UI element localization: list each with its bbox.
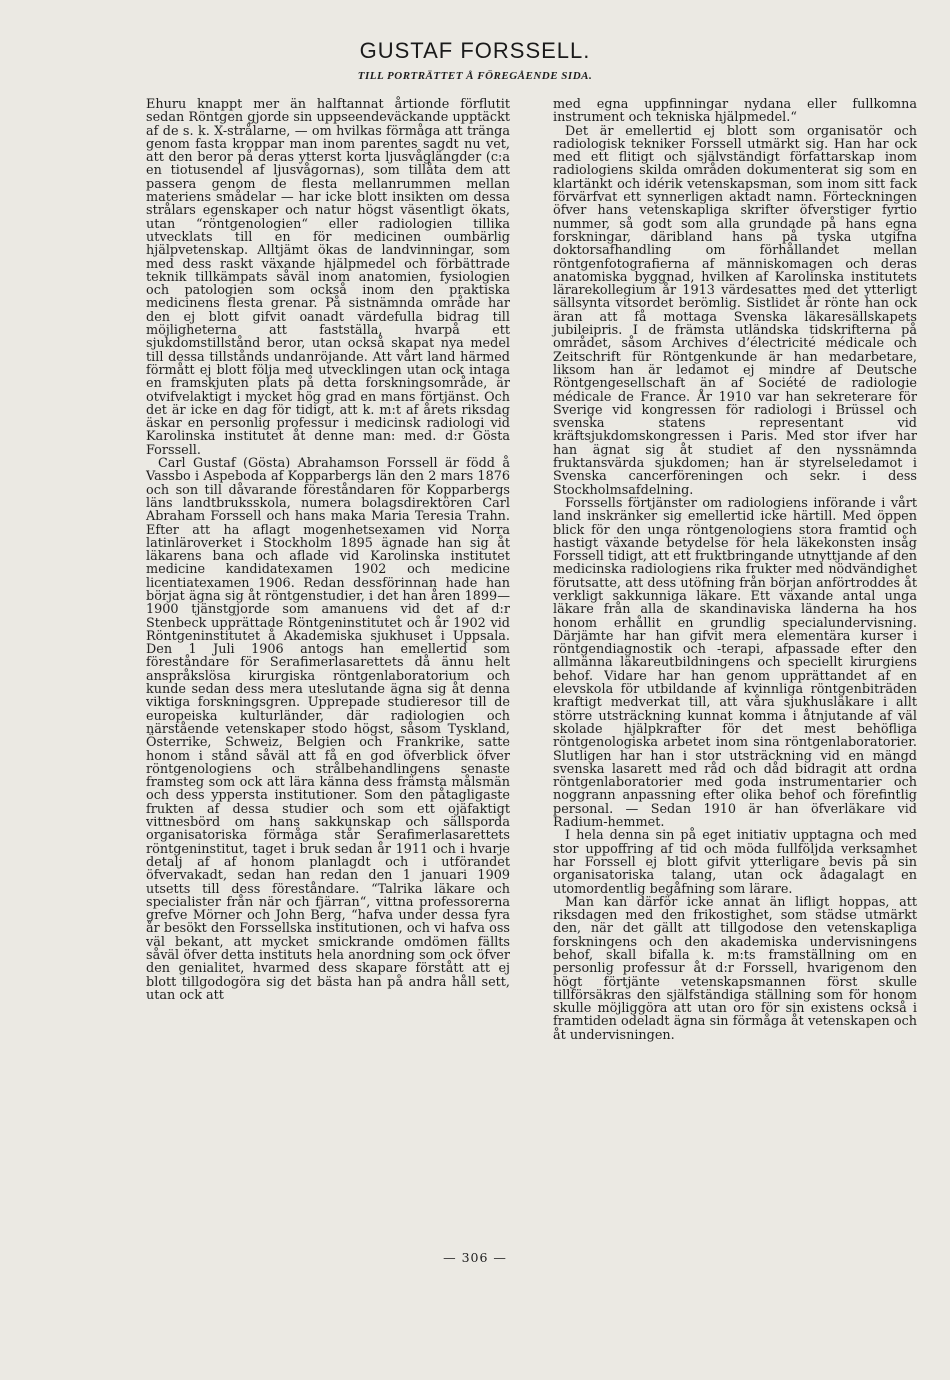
paragraph: Man kan därför icke annat än lifligt hoppas, att riksdagen med den frikostighet, som städse utmärkt den, när det gällt att tillgodose den vetenskapliga forskningens och den akademiska undervisningens behof, skall bifalla k. m:ts framställning om en personlig professur åt d:r Forssell, hvarigenom den högt förtjänte vetenskapsmannen först skulle tillförsäkras den själfständiga ställning som för honom skulle möjliggöra att utan oro för sin existens också i framtiden odeladt ägna sin förmåga åt vetenskapen och åt undervisningen. — [553, 894, 917, 1043]
paragraph: I hela denna sin på eget initiativ upptagna och med stor uppoffring af tid och möda fullföljda verksamhet har Forssell ej blott gifvit ytterligare bevis på sin organisatoriska talang, utan ock ådagalagt en utomordentlig begåfning som lärare. — [553, 828, 917, 897]
paragraph: Carl Gustaf (Gösta) Abrahamson Forssell är född å Vassbo i Aspeboda af Kopparbergs län den 2 mars 1876 och son till dåvarande föreståndaren för Kopparbergs läns landtbruksskola, numera bolagsdirektören Carl Abraham Forssell och hans maka Maria Teresia Trahn. Efter att ha aflagt mogenhetsexamen vid Norra latinläroverket i Stockholm 1895 ägnade han sig åt läkarens bana och aflade vid Karolinska institutet medicine kandidatexamen 1902 och medicine licentiatexamen 1906. Redan dessförinnan hade han börjat ägna sig åt röntgenstudier, i det han åren 1899—1900 tjänstgjorde som amanuens vid det af d:r Stenbeck upprättade Röntgeninstitutet och år 1902 vid Röntgeninstitutet å Akademiska sjukhuset i Uppsala. Den 1 Juli 1906 antogs han emellertid som föreståndare för Serafimerlasarettets då ännu helt anspråkslösa kirurgiska röntgenlaboratorium och kunde sedan dess mera uteslutande ägna sig åt denna viktiga forskningsgren. Upprepade studieresor till de europeiska kulturländer, där radiologien och närstående vetenskaper stodo högst, såsom Tyskland, Österrike, Schweiz, Belgien och Frankrike, satte honom i stånd såväl att få en god öfverblick öfver röntgenologiens och strålbehandlingens senaste framsteg som ock att lära känna dess främsta målsmän och dess yppersta institutioner. Som den påtagligaste frukten af dessa studier och som ett ojäfaktigt vittnesbörd om hans sakkunskap och sällsporda organisatoriska förmåga står Serafimerlasarettets röntgeninstitut, taget i bruk sedan år 1911 och i hvarje detalj af af honom planlagdt och i utförandet öfvervakadt, sedan han redan den 1 januari 1909 utsetts till dess föreståndare. “Talrika läkare och specialister från när och fjärran“, vittna professorerna grefve Mörner och John Berg, “hafva under dessa fyra år besökt den Forssellska institutionen, och vi hafva oss väl bekant, att mycket smickrande omdömen fällts såväl öfver detta instituts hela anordning som ock öfver den genialitet, hvarmed dess skapare förstått att ej blott tillgodogöra sig det bästa han på andra håll sett, utan ock att — [146, 456, 510, 1003]
article-title: GUSTAF FORSSELL. — [359, 38, 591, 63]
article-subtitle: TILL PORTRÄTTET Å FÖREGÅENDE SIDA. — [357, 70, 593, 82]
paragraph: Det är emellertid ej blott som organisatör och radiologisk tekniker Forssell utmärkt sig. Han har ock med ett flitigt och självständigt författarskap inom radiologiens skilda områden dokumenterat sig som en klartänkt och idérik vetenskapsman, som inom sitt fack förvärfvat ett synnerligen aktadt namn. Förteckningen öfver hans vetenskapliga skrifter öfverstiger fyrtio nummer, så godt som alla grundade på hans egna forskningar, däribland hans på tyska utgifna doktorsafhandling om förhållandet mellan röntgenfotografierna af människomagen och deras anatomiska byggnad, hvilken af Karolinska institutets lärarekollegium år 1913 värdesattes med det ytterligt sällsynta vitsordet berömlig. Sistlidet år rönte han ock äran att få mottaga Svenska läkaresällskapets jubileipris. I de främsta utländska tidskrifterna på området, såsom Archives d’électricité médicale och Zeitschrift für Röntgenkunde är han medarbetare, liksom han är ledamot ej mindre af Deutsche Röntgengesellschaft än af Société de radiologie médicale de France. År 1910 var han sekreterare för Sverige vid kongressen för radiologi i Brüssel och svenska statens representant vid kräftsjukdomskongressen i Paris. Med stor ifver har han ägnat sig åt studiet af den nyssnämnda fruktansvärda sjukdomen; han är styrelseledamot i Svenska cancerföreningen och sekr. i dess Stockholmsafdelning. — [553, 123, 917, 498]
left-column — [146, 98, 510, 1002]
paragraph: Ehuru knappt mer än halftannat årtionde förflutit sedan Röntgen gjorde sin uppseendeväckande upptäckt af de s. k. X-strålarne, — om hvilkas förmåga att tränga genom fasta kroppar man inom parentes sagdt nu vet, att den beror på deras ytterst korta ljusvåglängder (c:a en tiotusendel af ljusvågornas), som tillåta dem att passera genom de flesta mellanrummen mellan materiens smådelar — har icke blott insikten om dessa strålars egenskaper och natur högst väsentligt ökats, utan “röntgenologien“ eller radiologien tillika utvecklats till en för medicinen oumbärlig hjälpvetenskap. Alltjämt ökas de landvinningar, som med dess raskt växande hjälpmedel och förbättrade teknik tillkämpats såväl inom anatomien, fysiologien och patologien som också inom den praktiska medicinens flesta grenar. På sistnämnda område har den ej blott gifvit oanadt värdefulla bidrag till möjligheterna att fastställa, hvarpå ett sjukdomstillstånd beror, utan också skapat nya medel till dessa tillstånds undanröjande. Att vårt land härmed förmått ej blott följa med utvecklingen utan ock intaga en framskjuten plats på detta forskningsområde, är otvifvelaktigt i mycket hög grad en mans förtjänst. Och det är icke en dag för tidigt, att k. m:t af årets riksdag äskar en personlig professur i medicinsk radiologi vid Karolinska institutet åt denne man: med. d:r Gösta Forssell. — [146, 97, 510, 458]
paragraph: med egna uppfinningar nydana eller fullkomna instrument och tekniska hjälpmedel.“ — [553, 97, 917, 126]
right-column — [553, 98, 917, 1042]
page-number: — 306 — — [443, 1250, 507, 1265]
paragraph: Forssells förtjänster om radiologiens införande i vårt land inskränker sig emellertid icke härtill. Med öppen blick för den unga röntgenologiens stora framtid och hastigt växande betydelse för hela läkekonsten insåg Forssell tidigt, att ett fruktbringande utnyttjande af den medicinska radiologiens rika frukter med nödvändighet förutsatte, att dess utöfning från början anförtroddes åt verkligt sakkunniga läkare. Ett växande antal unga läkare från alla de skandinaviska länderna ha hos honom erhållit en grundlig specialundervisning. Därjämte har han gifvit mera elementära kurser i röntgendiagnostik och -terapi, afpassade efter den allmänna läkareutbildningens och speciellt kirurgiens behof. Vidare har han genom upprättandet af en elevskola för utbildande af kvinnliga röntgenbiträden kraftigt medverkat till, att våra sjukhusläkare i allt större utsträckning kunnat komma i åtnjutande af väl skolade hjälpkrafter för det mest behöfliga röntgenologiska arbetet inom sina röntgenlaboratorier. Slutligen har han i stor utsträckning vid en mängd svenska lasarett med råd och dåd bidragit att ordna röntgenlaboratorier med goda instrumentarier och noggrann anpassning efter olika behof och förefintlig personal. — Sedan 1910 är han öfverläkare vid Radium-hemmet. — [553, 495, 917, 831]
